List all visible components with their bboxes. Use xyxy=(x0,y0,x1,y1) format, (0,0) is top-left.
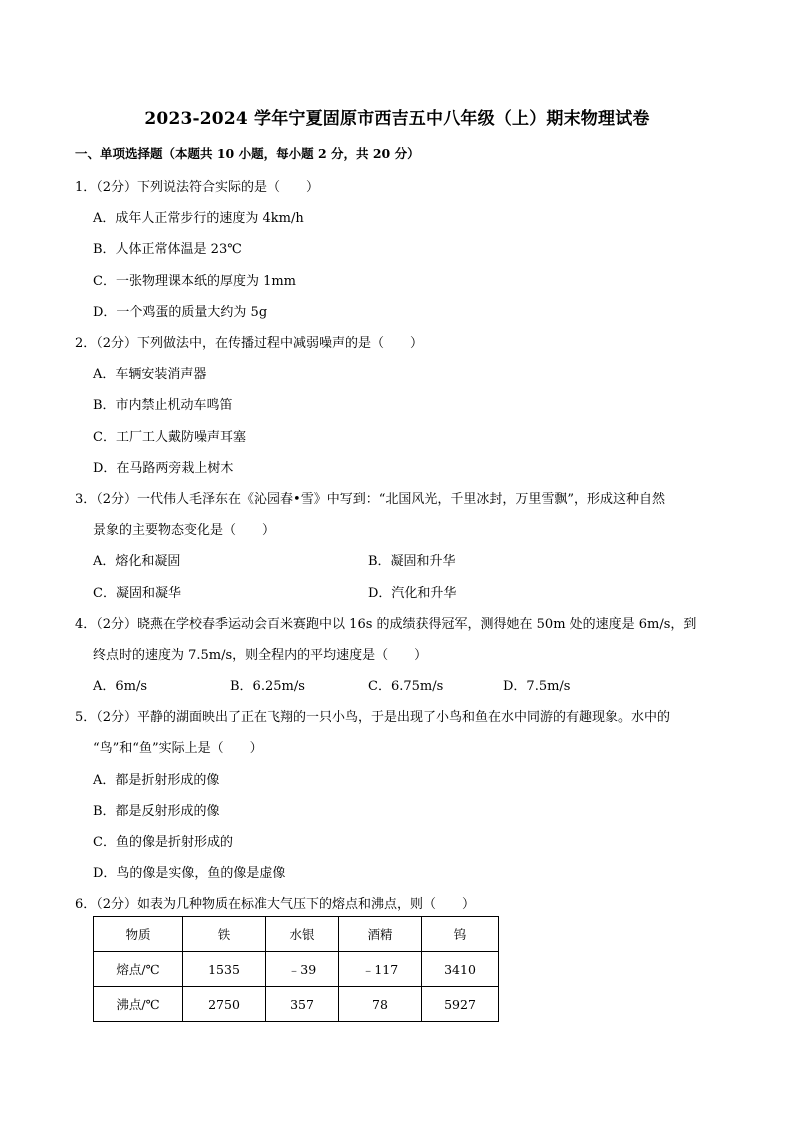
question-3-stem-line-2: 景象的主要物态变化是（ ） xyxy=(93,523,276,538)
table-cell: ﹣39 xyxy=(266,952,339,987)
question-6-stem: 6．（2分）如表为几种物质在标准大气压下的熔点和沸点，则（ ） xyxy=(75,897,476,912)
question-1-option-b: B．人体正常体温是 23℃ xyxy=(93,242,242,257)
table-header-cell: 酒精 xyxy=(339,917,422,952)
table-cell: 熔点/℃ xyxy=(94,952,183,987)
question-5-option-a: A．都是折射形成的像 xyxy=(93,773,220,788)
table-cell: 3410 xyxy=(422,952,499,987)
question-4-stem-line-2: 终点时的速度为 7.5m/s，则全程内的平均速度是（ ） xyxy=(93,648,428,663)
question-5-option-d: D．鸟的像是实像，鱼的像是虚像 xyxy=(93,866,286,881)
question-2-option-c: C．工厂工人戴防噪声耳塞 xyxy=(93,430,246,445)
table-cell: 沸点/℃ xyxy=(94,987,183,1022)
table-header-row xyxy=(94,917,499,952)
question-2-option-d: D．在马路两旁栽上树木 xyxy=(93,461,234,476)
question-2-option-a: A．车辆安装消声器 xyxy=(93,367,207,382)
table-header-cell: 水银 xyxy=(266,917,339,952)
question-4-stem-line-1: 4．（2分）晓燕在学校春季运动会百米赛跑中以 16s 的成绩获得冠军，测得她在 50m 处的速度是 6m/s，到 xyxy=(75,617,697,632)
table-cell: 2750 xyxy=(183,987,266,1022)
question-1-stem: 1．（2分）下列说法符合实际的是（ ） xyxy=(75,180,320,195)
table-header-cell: 物质 xyxy=(94,917,183,952)
question-2-stem: 2．（2分）下列做法中，在传播过程中减弱噪声的是（ ） xyxy=(75,336,424,351)
question-1-option-d: D．一个鸡蛋的质量大约为 5g xyxy=(93,305,268,320)
page-title: 2023-2024 学年宁夏固原市西吉五中八年级（上）期末物理试卷 xyxy=(144,109,650,129)
question-5-option-b: B．都是反射形成的像 xyxy=(93,804,220,819)
question-3-option-c: C．凝固和凝华 xyxy=(93,586,181,601)
question-1-option-a: A．成年人正常步行的速度为 4km/h xyxy=(93,211,304,226)
question-1-option-c: C．一张物理课本纸的厚度为 1mm xyxy=(93,274,297,289)
question-3-option-b: B．凝固和升华 xyxy=(368,554,456,569)
table-header-cell: 铁 xyxy=(183,917,266,952)
question-3-option-d: D．汽化和升华 xyxy=(368,586,457,601)
section-heading: 一、单项选择题（本题共 10 小题，每小题 2 分，共 20 分） xyxy=(75,146,420,161)
melting-boiling-point-table xyxy=(93,916,499,1022)
question-4-option-b: B．6.25m/s xyxy=(230,679,305,694)
question-4-option-d: D．7.5m/s xyxy=(503,679,571,694)
question-5-stem-line-1: 5．（2分）平静的湖面映出了正在飞翔的一只小鸟，于是出现了小鸟和鱼在水中同游的有趣现象。水中的 xyxy=(75,710,671,725)
question-4-option-c: C．6.75m/s xyxy=(368,679,444,694)
table-cell: 78 xyxy=(339,987,422,1022)
table-header-cell: 钨 xyxy=(422,917,499,952)
question-5-option-c: C．鱼的像是折射形成的 xyxy=(93,835,233,850)
question-3-stem-line-1: 3．（2分）一代伟人毛泽东在《沁园春•雪》中写到：“北国风光，千里冰封，万里雪飘”，形成这种自然 xyxy=(75,492,666,507)
table-row xyxy=(94,987,499,1022)
question-2-option-b: B．市内禁止机动车鸣笛 xyxy=(93,398,233,413)
table-cell: 357 xyxy=(266,987,339,1022)
table-row xyxy=(94,952,499,987)
table-cell: ﹣117 xyxy=(339,952,422,987)
table-cell: 5927 xyxy=(422,987,499,1022)
table-cell: 1535 xyxy=(183,952,266,987)
question-5-stem-line-2: “鸟”和“鱼”实际上是（ ） xyxy=(93,741,263,756)
question-4-option-a: A．6m/s xyxy=(93,679,148,694)
question-3-option-a: A．熔化和凝固 xyxy=(93,554,181,569)
